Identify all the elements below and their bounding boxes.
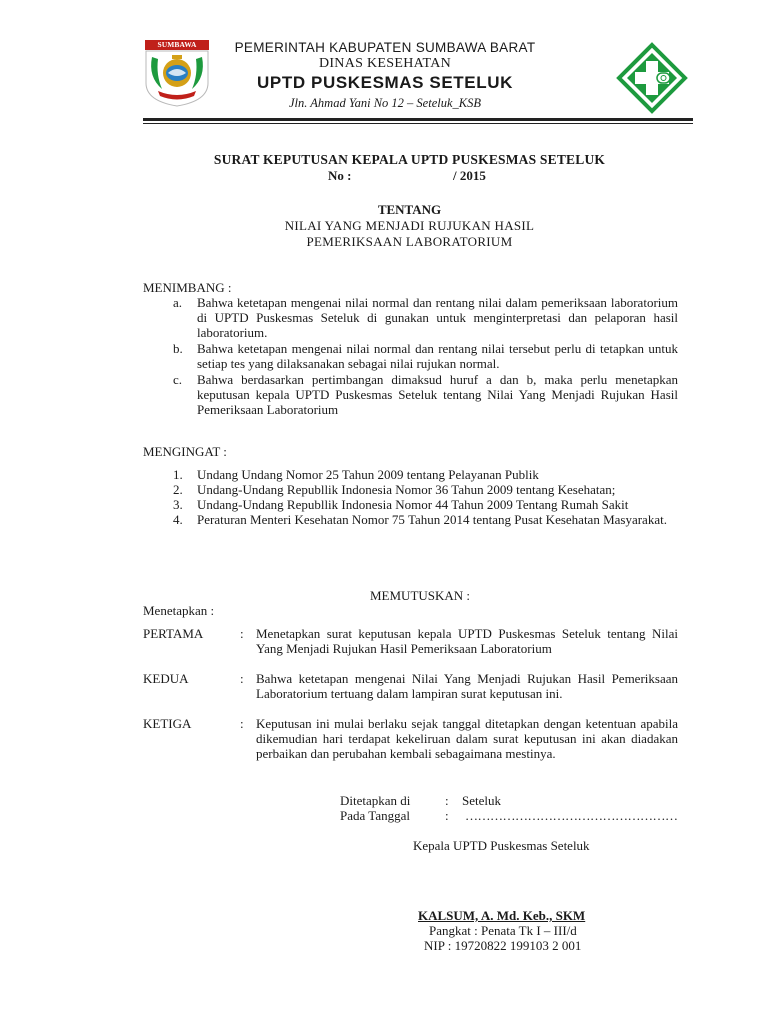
letterhead-rule-thin [143,123,693,124]
decision-label: PERTAMA [143,626,204,641]
decision-row-pertama [143,626,678,671]
list-item [173,295,678,340]
list-item [173,341,678,371]
letterhead-department: DINAS KESEHATAN [318,56,452,71]
decision-label: KEDUA [143,671,189,686]
list-item [173,372,678,417]
ditetapkan-label: Ditetapkan di [340,793,411,808]
puskesmas-cross-icon [616,42,688,114]
decision-row-kedua [143,671,678,716]
tanggal-value: …………………………………………… [465,808,678,823]
list-item-text: Peraturan Menteri Kesehatan Nomor 75 Tahun 2014 tentang Pusat Kesehatan Masyarakat. [197,512,667,527]
list-item-text: Bahwa ketetapan mengenai nilai normal dan rentang nilai dalam pemeriksaan laboratorium di UPTD Puskesmas Seteluk di gunakan untuk menginterpretasi dan pelaporan hasil laboratorium. [197,295,678,340]
signatory-rank: Pangkat : Penata Tk I – III/d [429,923,577,938]
tanggal-label: Pada Tanggal [340,808,410,823]
menimbang-heading: MENIMBANG : [143,280,232,295]
list-item [173,482,678,497]
menetapkan-label: Menetapkan : [143,603,215,618]
decision-colon: : [240,716,244,731]
ditetapkan-colon: : [445,793,449,808]
list-item-text: Bahwa ketetapan mengenai nilai normal dan rentang nilai tersebut perlu di tetapkan untuk setiap tes yang dilaksanakan sebagai nilai rujukan normal. [197,341,678,371]
ditetapkan-value: Seteluk [462,793,501,808]
decision-text: Bahwa ketetapan mengenai Nilai Yang Menjadi Rujukan Hasil Pemeriksaan Laboratorium tertuang dalam lampiran surat keputusan ini. [256,671,678,701]
puskesmas-logo [616,42,688,114]
letterhead-rule-thick [143,118,693,121]
letterhead-address: Jln. Ahmad Yani No 12 – Seteluk_KSB [288,96,481,110]
menimbang-list [173,295,678,417]
decision-row-ketiga [143,716,678,776]
list-marker: 2. [173,482,183,497]
decree-title: SURAT KEPUTUSAN KEPALA UPTD PUSKESMAS SETELUK [213,152,606,167]
list-item [173,467,678,482]
signatory-position: Kepala UPTD Puskesmas Seteluk [413,838,590,853]
decision-text: Menetapkan surat keputusan kepala UPTD Puskesmas Seteluk tentang Nilai Yang Menjadi Rujukan Hasil Pemeriksaan Laboratorium [256,626,678,656]
signatory-nip: NIP : 19720822 199103 2 001 [424,938,582,953]
decision-text: Keputusan ini mulai berlaku sejak tanggal ditetapkan dengan ketentuan apabila dikemudian hari terdapat kekeliruan dalam surat keputusan ini akan diadakan perbaikan dan perubahan kembali sebagaimana mestinya. [256,716,678,761]
subject-line-1: NILAI YANG MENJADI RUJUKAN HASIL [284,218,535,233]
list-item [173,512,678,527]
tanggal-colon: : [445,808,449,823]
decree-number-label: No : [328,168,352,183]
decree-number-year: / 2015 [453,168,486,183]
decision-label: KETIGA [143,716,192,731]
list-marker: a. [173,295,183,310]
list-marker: 1. [173,467,183,482]
mengingat-list [173,467,678,527]
list-marker: 3. [173,497,183,512]
list-item-text: Undang-Undang Republlik Indonesia Nomor 44 Tahun 2009 Tentang Rumah Sakit [197,497,629,512]
subject-line-2: PEMERIKSAAN LABORATORIUM [306,234,513,249]
list-marker: c. [173,372,183,387]
list-item-text: Undang-Undang Republlik Indonesia Nomor 36 Tahun 2009 tentang Kesehatan; [197,482,616,497]
list-marker: 4. [173,512,183,527]
decision-colon: : [240,626,244,641]
emblem-banner: SUMBAWA [145,40,209,50]
list-item-text: Undang Undang Nomor 25 Tahun 2009 tentang Pelayanan Publik [197,467,539,482]
decree-number [143,168,676,184]
decision-colon: : [240,671,244,686]
signatory-name: KALSUM, A. Md. Keb., SKM [418,908,586,923]
letterhead-government: PEMERINTAH KABUPATEN SUMBAWA BARAT [234,40,536,55]
list-marker: b. [173,341,183,356]
letterhead-institution: UPTD PUSKESMAS SETELUK [257,73,513,92]
mengingat-heading: MENGINGAT : [143,444,227,459]
list-item [173,497,678,512]
list-item-text: Bahwa berdasarkan pertimbangan dimaksud huruf a dan b, maka perlu menetapkan keputusan kepala UPTD Puskesmas Seteluk tentang Nilai Yang Menjadi Rujukan Hasil Pemeriksaan Laboratorium [197,372,678,417]
memutuskan-heading: MEMUTUSKAN : [370,588,471,603]
tentang-heading: TENTANG [377,202,442,217]
